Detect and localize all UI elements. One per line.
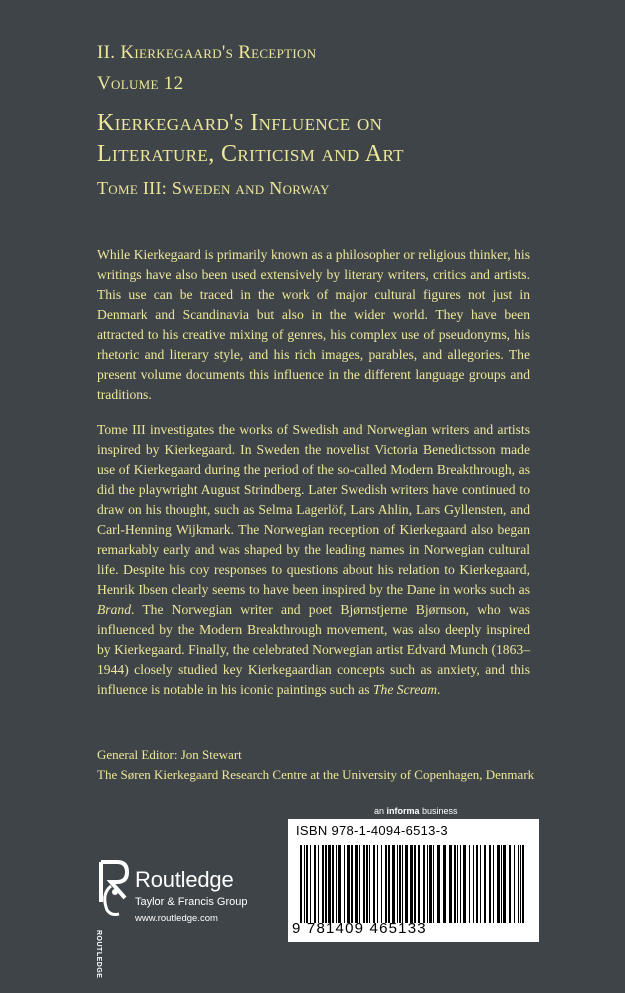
barcode-digits: 9 781409 465133 <box>292 920 427 937</box>
description-paragraph-1: While Kierkegaard is primarily known as a philosopher or religious thinker, his writings have also been used extensively by literary writers, critics and artists. This use can be traced in the work of major cultural figures not just in Denmark and Scandinavia but also in the wider world. They have been attracted to his creative mixing of genres, his complex use of pseudonyms, his rhetoric and literary style, and his rich images, parables, and allegories. The present volume documents this influence in the different language groups and traditions. <box>97 247 530 402</box>
tome-title: Sweden and Norway <box>171 178 330 198</box>
informa-tagline: an informa business <box>374 806 458 816</box>
work-title-brand: Brand <box>97 602 131 617</box>
publisher-url: www.routledge.com <box>135 913 218 924</box>
paragraph-2-text-a: Tome III investigates the works of Swedish and Norwegian writers and artists inspired by Kierkegaard. In Sweden the novelist Victoria Benedictsson made use of Kierkegaard during the period of the so-called Modern Breakthrough, as did the playwright August Strindberg. Later Swedish writers have continued to draw on his thought, such as Selma Lagerlöf, Lars Ahlin, Lars Gyllensten, and Carl-Henning Wijkmark. The Norwegian reception of Kierkegaard also began remarkably early and was shaped by the leading names in Norwegian cultural life. Despite his coy responses to questions about his relation to Kierkegaard, Henrik Ibsen clearly seems to have been inspired by the Dane in works such as <box>97 422 530 597</box>
series-heading <box>97 42 316 64</box>
barcode-icon <box>300 845 528 923</box>
tome-prefix: Tome III: <box>97 178 168 198</box>
volume-label: Volume 12 <box>97 73 184 94</box>
series-numeral: II. <box>97 42 116 63</box>
paragraph-2-end: . <box>437 682 441 697</box>
isbn-label: ISBN 978-1-4094-6513-3 <box>296 823 448 838</box>
research-centre: The Søren Kierkegaard Research Centre at the University of Copenhagen, Denmark <box>97 767 535 782</box>
book-title <box>97 108 404 170</box>
general-editor: General Editor: Jon Stewart <box>97 747 242 762</box>
tome-heading <box>97 178 330 199</box>
description-paragraph-2 <box>97 420 530 700</box>
routledge-logo-icon <box>97 858 131 918</box>
paragraph-2-text-b: . The Norwegian writer and poet Bjørnstjerne Bjørnson, who was influenced by the Modern Breakthrough movement, was also deeply inspired by Kierkegaard. Finally, the celebrated Norwegian artist Edvard Munch (1863–1944) closely studied key Kierkegaardian concepts such as anxiety, and this influence is notable in his iconic paintings such as <box>97 602 530 697</box>
title-line-2: Literature, Criticism and Art <box>97 141 404 167</box>
publisher-group: Taylor & Francis Group <box>135 896 248 908</box>
title-line-1: Kierkegaard's Influence on <box>97 110 383 136</box>
publisher-name: Routledge <box>135 867 234 892</box>
work-title-scream: The Scream <box>372 682 438 697</box>
routledge-vertical-wordmark: ROUTLEDGE <box>95 930 102 979</box>
barcode-panel <box>288 819 539 942</box>
series-title: Kierkegaard's Reception <box>120 42 317 63</box>
informa-brand: informa <box>386 806 420 816</box>
